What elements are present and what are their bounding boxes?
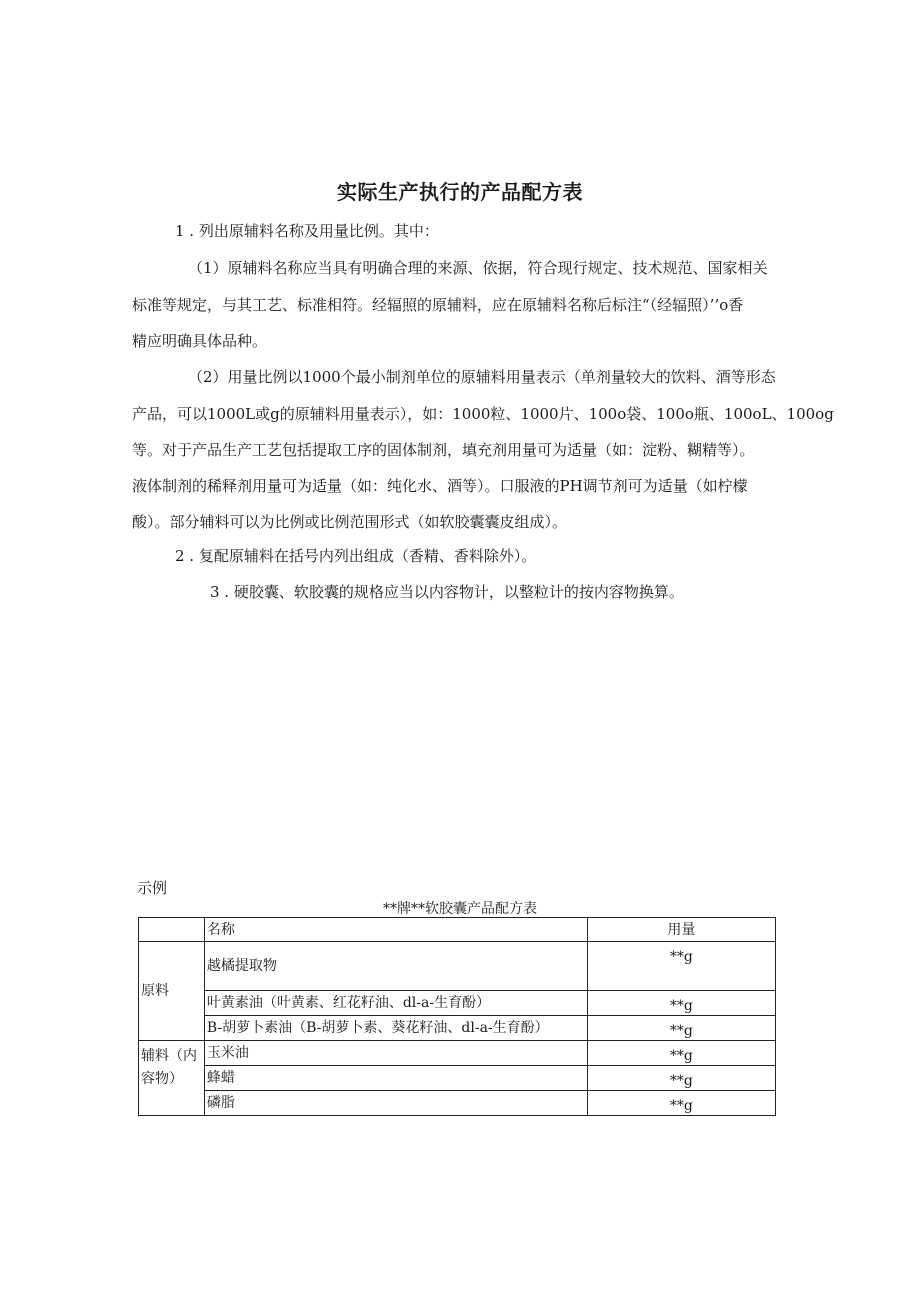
table-row [139,942,776,991]
ingredient-amount: **g [587,1091,775,1116]
table-row [139,1041,776,1066]
table-header-row [139,918,776,942]
header-name: 名称 [204,918,587,942]
ingredient-name: 玉米油 [204,1041,587,1066]
item-3: 3 . 硬胶囊、软胶囊的规格应当以内容物计，以整粒计的按内容物换算。 [210,583,684,601]
sub-item-2-line: 液体制剂的稀释剂用量可为适量（如：纯化水、酒等）。口服液的PH调节剂可为适量（如柠檬 [132,477,748,495]
sub-item-2-line: 产品，可以1000L或g的原辅料用量表示），如：1000粒、1000片、100o袋、100o瓶、100oL、100og [132,405,834,423]
item-2: 2 . 复配原辅料在括号内列出组成（香精、香料除外）。 [175,547,537,565]
category-cell: 辅料（内容物） [139,1041,205,1116]
sub-item-1-line: （1）原辅料名称应当具有明确合理的来源、依据，符合现行规定、技术规范、国家相关 [188,259,768,277]
header-amount: 用量 [587,918,775,942]
sub-item-1-line: 标准等规定，与其工艺、标准相符。经辐照的原辅料，应在原辅料名称后标注“（经辐照）’’o香 [132,296,744,314]
header-category [139,918,205,942]
table-row [139,1016,776,1041]
category-cell: 原料 [139,942,205,1041]
table-row [139,1091,776,1116]
item-1: 1 . 列出原辅料名称及用量比例。其中： [175,222,439,240]
ingredient-amount: **g [587,991,775,1016]
ingredient-name: B-胡萝卜素油（B-胡萝卜素、葵花籽油、dl-a-生育酚） [204,1016,587,1041]
page-title: 实际生产执行的产品配方表 [337,180,583,204]
sub-item-1-line: 精应明确具体品种。 [132,332,268,350]
sub-item-2-line: 等。对于产品生产工艺包括提取工序的固体制剂，填充剂用量可为适量（如：淀粉、糊精等）。 [132,441,755,459]
ingredient-amount: **g [587,942,775,991]
sub-item-2-line: 酸）。部分辅料可以为比例或比例范围形式（如软胶囊囊皮组成）。 [132,513,568,531]
ingredient-name: 叶黄素油（叶黄素、红花籽油、dl-a-生育酚） [204,991,587,1016]
ingredient-name: 蜂蜡 [204,1066,587,1091]
recipe-table [138,917,776,1116]
ingredient-name: 磷脂 [204,1091,587,1116]
ingredient-amount: **g [587,1016,775,1041]
ingredient-amount: **g [587,1041,775,1066]
ingredient-name: 越橘提取物 [204,942,587,991]
ingredient-amount: **g [587,1066,775,1091]
table-row [139,1066,776,1091]
table-row [139,991,776,1016]
table-caption: **牌**软胶囊产品配方表 [383,901,537,917]
example-label: 示例 [137,879,168,897]
sub-item-2-line: （2）用量比例以1000个最小制剂单位的原辅料用量表示（单剂量较大的饮料、酒等形态 [188,368,776,386]
